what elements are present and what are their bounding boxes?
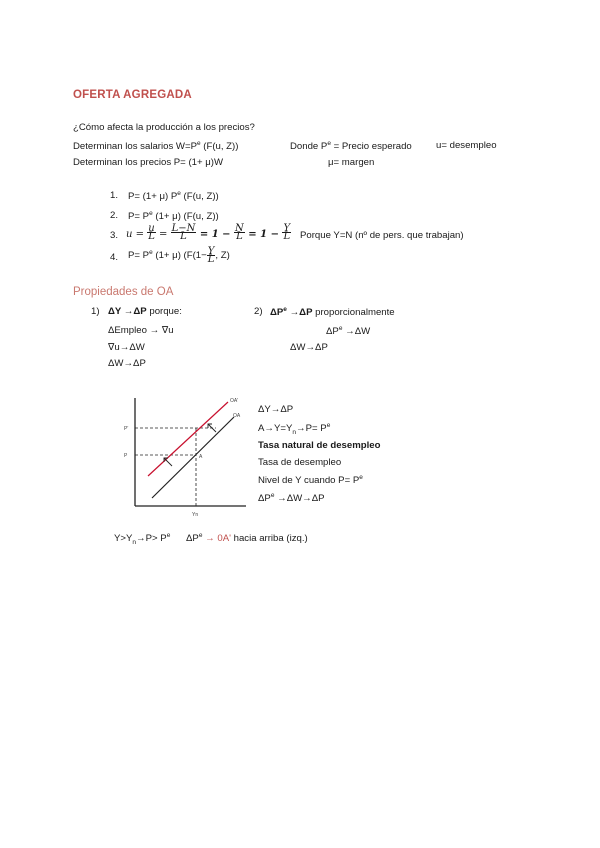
prop1-line-3: ΔW→ΔP (108, 358, 146, 369)
label-point-a: A (199, 454, 203, 460)
page-title: OFERTA AGREGADA (73, 89, 192, 101)
note-2: $A\to Y=Y_n\to P= P^e$ (258, 422, 331, 437)
bottom-statement-left: $Y>Y_n\to P> P^e$ (114, 532, 171, 547)
donde-line: Donde $P^e$ = Precio esperado (290, 140, 412, 153)
prop2-line-1: $\Delta P^e \to\Delta W$ (326, 325, 371, 338)
prop1-line-2: ∇u→ΔW (108, 342, 145, 353)
note-1: ΔY→ΔP (258, 404, 294, 415)
question-text: ¿Cómo afecta la producción a los precios? (73, 122, 255, 133)
note-4: Tasa de desempleo (258, 457, 342, 468)
label-p-prime: P' (124, 426, 129, 432)
note-6: $\Delta P^e \to\Delta W\to\Delta P$ (258, 492, 325, 505)
oa-prime-curve (148, 402, 228, 476)
list-item-2: $P= P^e$ (1+ μ) (F(u, Z)) (128, 210, 219, 223)
note-3: Tasa natural de desempleo (258, 440, 381, 451)
list-item-4: $P= P^e$ (1+ μ) (F(1− $\frac{Y}{L}$ , Z) (128, 246, 230, 265)
bottom-statement-right: $\Delta P^e \to 0A'$ hacia arriba (izq.) (186, 532, 308, 545)
label-oa-prime: OA' (230, 398, 239, 404)
list-item-1: P= (1+ μ) $P^e$ (F(u, Z)) (128, 190, 219, 203)
wages-line: Determinan los salarios $W=P^e$ (F(u, Z)) (73, 140, 239, 153)
label-yn: Yn (192, 512, 199, 518)
prop2-number: 2) (254, 306, 263, 317)
prop1-line-1: ΔEmpleo → ∇u (108, 325, 174, 336)
list-number-4: 4. (110, 252, 119, 263)
list-item-3-note: Porque Y=N (nº de pers. que trabajan) (300, 230, 464, 241)
mu-definition: μ= margen (328, 157, 375, 168)
list-number-1: 1. (110, 190, 119, 201)
note-5: Nivel de Y cuando $P= P^e$ (258, 474, 363, 487)
list-number-3: 3. (110, 230, 119, 241)
label-oa: OA (233, 413, 241, 419)
section-subtitle: Propiedades de OA (73, 286, 174, 298)
shift-arrow-upper (208, 424, 216, 432)
prices-line: Determinan los precios P= (1+ μ)W (73, 157, 224, 168)
list-item-3: u = $\frac{u}{L}$ = $\frac{L-N}{L}$ = 1 − $\frac{N}{L}$ = 1 − $\frac{Y}{L}$ (126, 223, 291, 243)
list-number-2: 2. (110, 210, 119, 221)
u-definition: u= desempleo (436, 140, 497, 151)
prop1-number: 1) (91, 306, 100, 317)
prop2-line-2: ΔW→ΔP (290, 342, 328, 353)
prop2-heading: $\Delta P^e \to\Delta P$ proporcionalmente (270, 306, 395, 319)
label-p: P (124, 453, 128, 459)
shift-arrow-lower (164, 458, 172, 466)
oa-graph (112, 384, 252, 522)
prop1-heading: ΔY →ΔP porque: (108, 306, 182, 317)
oa-curve (152, 417, 234, 498)
